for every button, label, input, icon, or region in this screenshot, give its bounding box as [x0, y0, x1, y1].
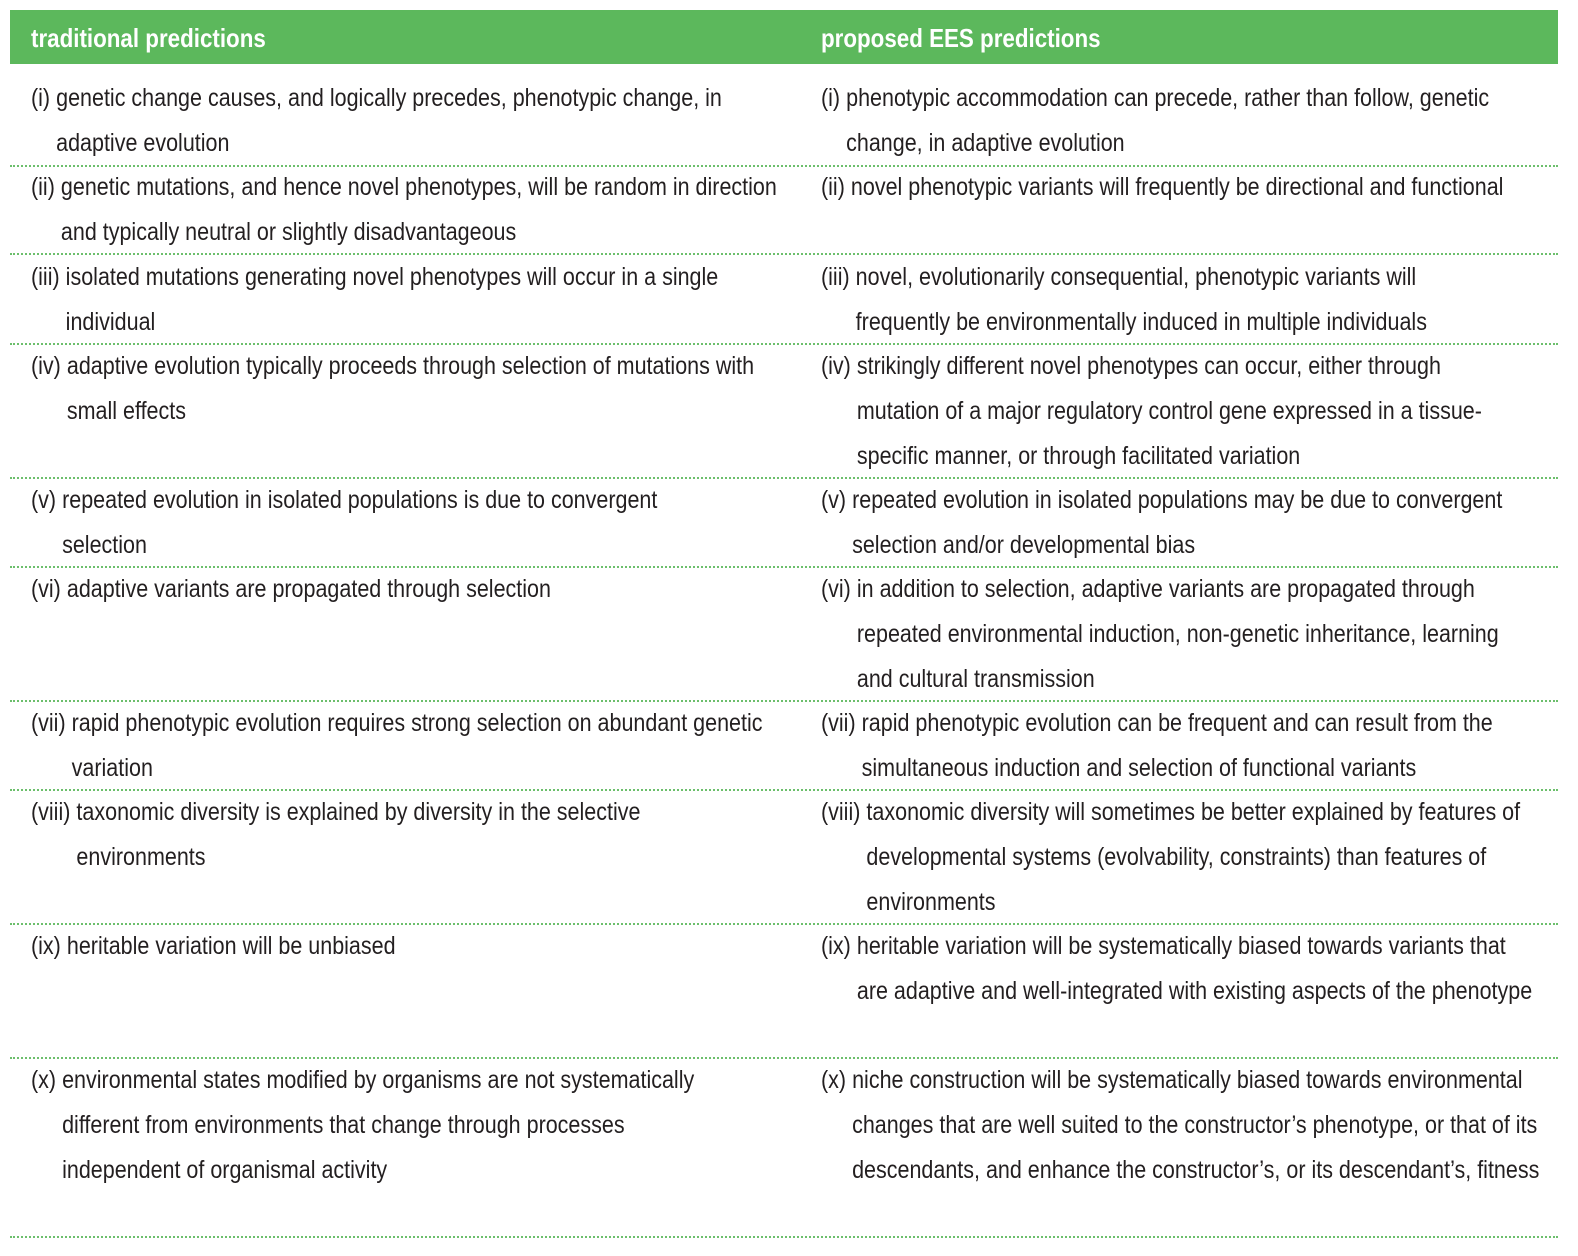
item-number: (iii)	[821, 263, 850, 291]
ees-cell	[821, 790, 1556, 925]
ees-cell	[821, 701, 1556, 791]
item-text: isolated mutations generating novel phenotypes will occur in a single individual	[65, 263, 719, 336]
traditional-cell	[31, 255, 821, 345]
item-number: (v)	[821, 486, 847, 514]
item-text: repeated evolution in isolated populations is due to convergent selection	[62, 486, 658, 559]
item-number: (iv)	[31, 352, 61, 380]
item-text: environmental states modified by organisms are not systematically different from environments that change through processes independent of organismal activity	[62, 1066, 695, 1184]
traditional-cell	[31, 567, 821, 612]
item-text: repeated evolution in isolated populations may be due to convergent selection and/or developmental bias	[852, 486, 1503, 559]
item-text: heritable variation will be unbiased	[66, 932, 396, 960]
item-number: (ix)	[31, 932, 61, 960]
traditional-cell	[31, 344, 821, 434]
ees-cell	[821, 567, 1556, 702]
item-text: phenotypic accommodation can precede, rather than follow, genetic change, in adaptive evolution	[846, 84, 1490, 157]
table-row	[10, 701, 1558, 791]
item-number: (i)	[31, 84, 51, 112]
table-row	[10, 165, 1558, 255]
item-number: (i)	[821, 84, 841, 112]
item-text: genetic mutations, and hence novel phenotypes, will be random in direction and typically neutral or slightly disadvantageous	[60, 173, 777, 246]
ees-cell	[821, 924, 1556, 1014]
item-number: (viii)	[821, 798, 861, 826]
table-row	[10, 1058, 1558, 1238]
item-number: (x)	[821, 1066, 847, 1094]
traditional-cell	[31, 701, 821, 791]
item-number: (ii)	[821, 173, 845, 201]
table-header	[10, 10, 1558, 64]
traditional-cell	[31, 76, 821, 166]
table-row	[10, 76, 1558, 167]
ees-cell	[821, 165, 1556, 210]
ees-cell	[821, 344, 1556, 479]
ees-cell	[821, 1058, 1556, 1193]
item-number: (vii)	[821, 709, 856, 737]
item-number: (viii)	[31, 798, 71, 826]
item-text: heritable variation will be systematically biased towards variants that are adaptive and well-integrated with existing aspects of the phenotype	[856, 932, 1533, 1005]
item-number: (vi)	[31, 575, 61, 603]
item-number: (x)	[31, 1066, 57, 1094]
table-row	[10, 255, 1558, 345]
item-text: adaptive evolution typically proceeds through selection of mutations with small effects	[66, 352, 755, 425]
ees-cell	[821, 255, 1556, 345]
traditional-cell	[31, 1058, 821, 1193]
item-number: (iii)	[31, 263, 60, 291]
item-number: (v)	[31, 486, 57, 514]
ees-cell	[821, 478, 1556, 568]
traditional-cell	[31, 478, 821, 568]
table-row	[10, 924, 1558, 1059]
item-text: niche construction will be systematically biased towards environmental changes that are well suited to the constructor’s phenotype, or that of its descendants, and enhance the constructor’s, or its descendant’s, fitness	[852, 1066, 1540, 1184]
predictions-table	[10, 10, 1558, 1184]
item-number: (vii)	[31, 709, 66, 737]
item-number: (vi)	[821, 575, 851, 603]
item-text: genetic change causes, and logically precedes, phenotypic change, in adaptive evolution	[56, 84, 722, 157]
item-text: novel phenotypic variants will frequently be directional and functional	[850, 173, 1504, 201]
item-text: rapid phenotypic evolution requires strong selection on abundant genetic variation	[71, 709, 763, 782]
item-text: strikingly different novel phenotypes can occur, either through mutation of a major regulatory control gene expressed in a tissue-specific manner, or through facilitated variation	[856, 352, 1482, 470]
traditional-cell	[31, 924, 821, 969]
table-row	[10, 567, 1558, 702]
table-row	[10, 790, 1558, 925]
header-traditional-predictions: traditional predictions	[31, 23, 266, 53]
item-number: (ii)	[31, 173, 55, 201]
item-text: adaptive variants are propagated through selection	[66, 575, 551, 603]
traditional-cell	[31, 165, 821, 255]
table-row	[10, 478, 1558, 568]
item-text: taxonomic diversity will sometimes be better explained by features of developmental systems (evolvability, constraints) than features of environments	[866, 798, 1521, 916]
table-row	[10, 344, 1558, 479]
traditional-cell	[31, 790, 821, 880]
ees-cell	[821, 76, 1556, 166]
item-number: (iv)	[821, 352, 851, 380]
item-text: rapid phenotypic evolution can be frequent and can result from the simultaneous induction and selection of functional variants	[861, 709, 1493, 782]
item-text: taxonomic diversity is explained by diversity in the selective environments	[76, 798, 641, 871]
item-text: novel, evolutionarily consequential, phenotypic variants will frequently be environmentally induced in multiple individuals	[855, 263, 1427, 336]
item-number: (ix)	[821, 932, 851, 960]
item-text: in addition to selection, adaptive variants are propagated through repeated environmental induction, non-genetic inheritance, learning and cultural transmission	[856, 575, 1499, 693]
header-proposed-ees-predictions: proposed EES predictions	[821, 23, 1101, 53]
